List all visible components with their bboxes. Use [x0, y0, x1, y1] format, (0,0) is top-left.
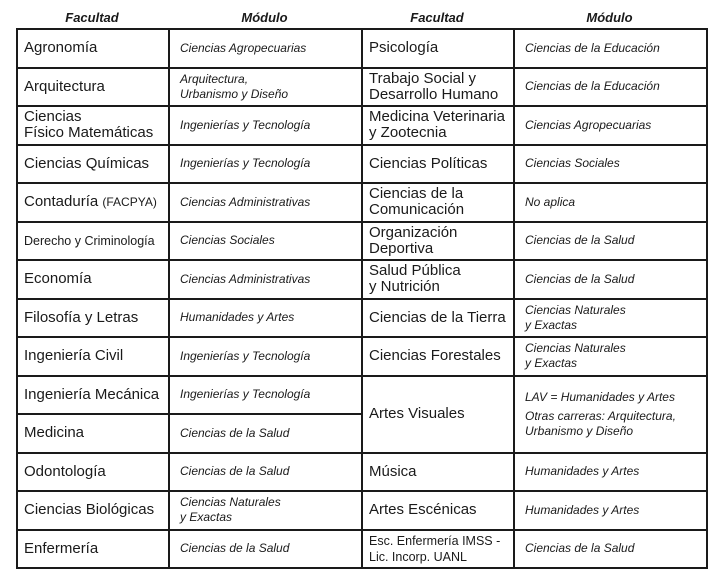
right-grid [361, 28, 706, 567]
modulo-name [525, 303, 626, 333]
modulo-name-line: Ciencias de la Salud [180, 425, 290, 440]
modulo-name [525, 195, 575, 210]
header-modulo: Módulo [241, 10, 288, 25]
modulo-name-line: Humanidades y Artes [180, 310, 295, 325]
facultad-name-line: Ciencias Políticas [369, 154, 488, 172]
facultad-name-line: Lic. Incorp. UANL [369, 549, 467, 564]
facultad-cell [16, 336, 170, 377]
facultad-name-line: Organización [369, 223, 458, 241]
modulo-cell [168, 144, 363, 185]
facultad-cell [16, 28, 170, 69]
modulo-name [525, 156, 620, 171]
modulo-name-line: Ciencias Naturales [525, 302, 626, 317]
facultad-cell [16, 375, 170, 416]
facultad-name [369, 406, 465, 422]
facultad-name [369, 263, 461, 295]
facultad-name [24, 541, 98, 557]
modulo-name-line: Ciencias Naturales [525, 341, 626, 356]
modulo-cell [513, 375, 708, 454]
modulo-cell [168, 452, 363, 493]
facultad-cell [361, 182, 515, 223]
modulo-note-line: Otras carreras: Arquitectura, [525, 408, 676, 423]
facultad-name-line: Artes Visuales [369, 405, 465, 422]
modulo-name-line: Humanidades y Artes [525, 464, 640, 479]
modulo-name-line: Arquitectura, [180, 71, 249, 86]
facultad-name [369, 40, 438, 56]
facultad-cell [361, 375, 515, 454]
modulo-name [525, 233, 634, 248]
modulo-cell [168, 105, 363, 146]
modulo-name-line: Ciencias de la Educación [525, 79, 660, 94]
facultad-name [369, 225, 457, 257]
modulo-name [525, 79, 660, 94]
modulo-name [180, 41, 306, 56]
modulo-name-line: Urbanismo y Diseño [180, 86, 289, 101]
facultad-cell [361, 298, 515, 339]
facultad-name [369, 109, 505, 141]
modulo-name [180, 272, 310, 287]
facultad-name [24, 502, 154, 518]
facultad-name-line: Artes Escénicas [369, 501, 477, 519]
facultad-cell [16, 182, 170, 223]
left-grid [16, 28, 361, 567]
modulo-cell [513, 105, 708, 146]
modulo-cell [513, 144, 708, 185]
modulo-note-line: Urbanismo y Diseño [525, 423, 634, 438]
facultad-name [369, 156, 487, 172]
facultad-cell [361, 452, 515, 493]
facultad-name [24, 194, 157, 210]
facultad-cell [16, 529, 170, 570]
modulo-name-line: y Exactas [525, 317, 578, 332]
facultad-cell [361, 490, 515, 531]
left-table [16, 8, 361, 567]
facultad-name-line: Filosofía y Letras [24, 308, 139, 326]
modulo-cell [168, 529, 363, 570]
facultad-cell [16, 221, 170, 262]
facultad-name [369, 186, 464, 218]
modulo-name [180, 464, 289, 479]
facultad-cell [16, 105, 170, 146]
facultad-name-line: Ciencias de la Tierra [369, 308, 506, 326]
facultad-cell [361, 67, 515, 108]
modulo-name-line: No aplica [525, 194, 576, 209]
modulo-name-line: Ciencias de la Salud [525, 233, 635, 248]
modulo-cell [513, 67, 708, 108]
modulo-name-line: Ingenierías y Tecnología [180, 117, 311, 132]
modulo-cell [168, 375, 363, 416]
facultad-name [369, 502, 477, 518]
modulo-name [525, 118, 651, 133]
modulo-name-line: y Exactas [525, 356, 578, 371]
facultad-name-line: y Nutrición [369, 278, 440, 296]
modulo-note-line: LAV = Humanidades y Artes [525, 389, 675, 404]
facultad-name [369, 533, 500, 565]
modulo-cell [168, 298, 363, 339]
facultad-name [24, 109, 153, 141]
modulo-note [525, 409, 676, 439]
modulo-note [525, 390, 675, 405]
facultad-name [24, 40, 97, 56]
facultad-cell [16, 452, 170, 493]
modulo-cell [168, 490, 363, 531]
facultad-cell [16, 144, 170, 185]
facultad-name-line: Arquitectura [24, 77, 105, 95]
facultad-name [369, 310, 506, 326]
modulo-name [180, 310, 294, 325]
modulo-cell [513, 28, 708, 69]
header-modulo: Módulo [586, 10, 633, 25]
facultad-name [24, 271, 92, 287]
facultad-cell [361, 105, 515, 146]
facultad-cell [361, 529, 515, 570]
modulo-cell [168, 67, 363, 108]
facultad-name [24, 464, 106, 480]
modulo-name-line: Ingenierías y Tecnología [180, 348, 311, 363]
facultad-name-line: Ciencias de la [369, 185, 464, 203]
modulo-cell [513, 298, 708, 339]
modulo-name [180, 195, 310, 210]
modulo-name [180, 233, 275, 248]
modulo-name [180, 156, 310, 171]
facultad-name-line: Enfermería [24, 539, 99, 557]
facultad-cell [16, 413, 170, 454]
facultad-name-line: Físico Matemáticas [24, 124, 154, 142]
facultad-name-line [24, 194, 157, 210]
modulo-name-line: Ciencias Sociales [180, 233, 275, 248]
facultad-name [24, 233, 155, 249]
modulo-name [180, 426, 289, 441]
facultad-name-line: Ciencias Químicas [24, 154, 150, 172]
modulo-name-line: Ingenierías y Tecnología [180, 156, 311, 171]
modulo-name-line: Ciencias de la Salud [180, 464, 290, 479]
modulo-cell [513, 182, 708, 223]
modulo-name-line: Ciencias Agropecuarias [525, 117, 652, 132]
modulo-name [525, 41, 660, 56]
facultad-name [24, 425, 84, 441]
facultad-name [24, 310, 138, 326]
modulo-cell [513, 490, 708, 531]
modulo-cell [168, 182, 363, 223]
facultad-name [24, 348, 123, 364]
facultad-name-line: y Zootecnia [369, 124, 447, 142]
modulo-name [525, 464, 639, 479]
facultad-name-text: Contaduría [24, 193, 99, 211]
modulo-cell [513, 259, 708, 300]
modulo-name-line: Ciencias Administrativas [180, 194, 311, 209]
modulo-cell [168, 28, 363, 69]
facultad-name [24, 79, 105, 95]
modulo-cell [513, 452, 708, 493]
facultad-name-line: Desarrollo Humano [369, 85, 499, 103]
modulo-cell [513, 529, 708, 570]
facultad-cell [361, 144, 515, 185]
modulo-name-line: Ciencias de la Salud [525, 271, 635, 286]
modulo-cell [168, 259, 363, 300]
facultad-cell [361, 336, 515, 377]
facultad-name-line: Ciencias [24, 108, 82, 126]
facultad-name [369, 71, 498, 103]
facultad-name-line: Ingeniería Mecánica [24, 385, 160, 403]
modulo-name [525, 272, 634, 287]
facultad-cell [16, 490, 170, 531]
facultad-name [369, 464, 417, 480]
modulo-name-line: y Exactas [180, 510, 233, 525]
modulo-cell [513, 336, 708, 377]
facultad-name-line: Derecho y Criminología [24, 233, 155, 248]
facultad-name-line: Comunicación [369, 201, 465, 219]
facultad-name-line: Esc. Enfermería IMSS - [369, 533, 501, 548]
facultad-name-line: Deportiva [369, 239, 434, 257]
right-table [361, 8, 706, 567]
facultad-name-line: Música [369, 462, 417, 480]
modulo-name [180, 387, 310, 402]
modulo-name [180, 72, 288, 102]
modulo-name [180, 118, 310, 133]
modulo-name [180, 349, 310, 364]
modulo-cell [513, 221, 708, 262]
modulo-name-line: Ciencias Sociales [525, 156, 620, 171]
facultad-name-line: Economía [24, 270, 92, 288]
modulo-name [525, 341, 626, 371]
facultad-name [369, 348, 501, 364]
modulo-cell [168, 336, 363, 377]
modulo-name [180, 541, 289, 556]
facultad-name-line: Salud Pública [369, 262, 461, 280]
left-header-row [16, 8, 361, 28]
modulo-cell [168, 413, 363, 454]
facultad-name [24, 387, 159, 403]
modulo-name [525, 541, 634, 556]
header-facultad: Facultad [65, 10, 119, 25]
modulo-name [180, 495, 281, 525]
modulo-name-line: Ciencias Naturales [180, 495, 281, 510]
facultad-cell [361, 259, 515, 300]
facultad-cell [361, 28, 515, 69]
modulo-name-line: Ingenierías y Tecnología [180, 387, 311, 402]
facultad-name-line: Agronomía [24, 39, 98, 57]
modulo-name-line: Ciencias de la Educación [525, 40, 660, 55]
facultad-cell [16, 67, 170, 108]
facultad-name-line: Ciencias Biológicas [24, 501, 155, 519]
modulo-name-line: Ciencias Administrativas [180, 271, 311, 286]
facultad-acronym: (FACPYA) [102, 195, 157, 210]
facultad-name-line: Medicina [24, 424, 85, 442]
facultad-name [24, 156, 149, 172]
modulo-name [525, 503, 639, 518]
facultad-name-line: Odontología [24, 462, 106, 480]
facultad-name-line: Trabajo Social y [369, 69, 476, 87]
facultad-cell [16, 298, 170, 339]
modulo-name-line: Ciencias Agropecuarias [180, 40, 307, 55]
modulo-name-line: Humanidades y Artes [525, 502, 640, 517]
modulo-cell [168, 221, 363, 262]
modulo-name-line: Ciencias de la Salud [180, 541, 290, 556]
facultad-cell [361, 221, 515, 262]
right-header-row [361, 8, 706, 28]
facultad-name-line: Ingeniería Civil [24, 347, 124, 365]
header-facultad: Facultad [410, 10, 464, 25]
modulo-name-line: Ciencias de la Salud [525, 541, 635, 556]
facultad-cell [16, 259, 170, 300]
facultad-name-line: Psicología [369, 39, 439, 57]
facultad-name-line: Medicina Veterinaria [369, 108, 505, 126]
facultad-name-line: Ciencias Forestales [369, 347, 501, 365]
